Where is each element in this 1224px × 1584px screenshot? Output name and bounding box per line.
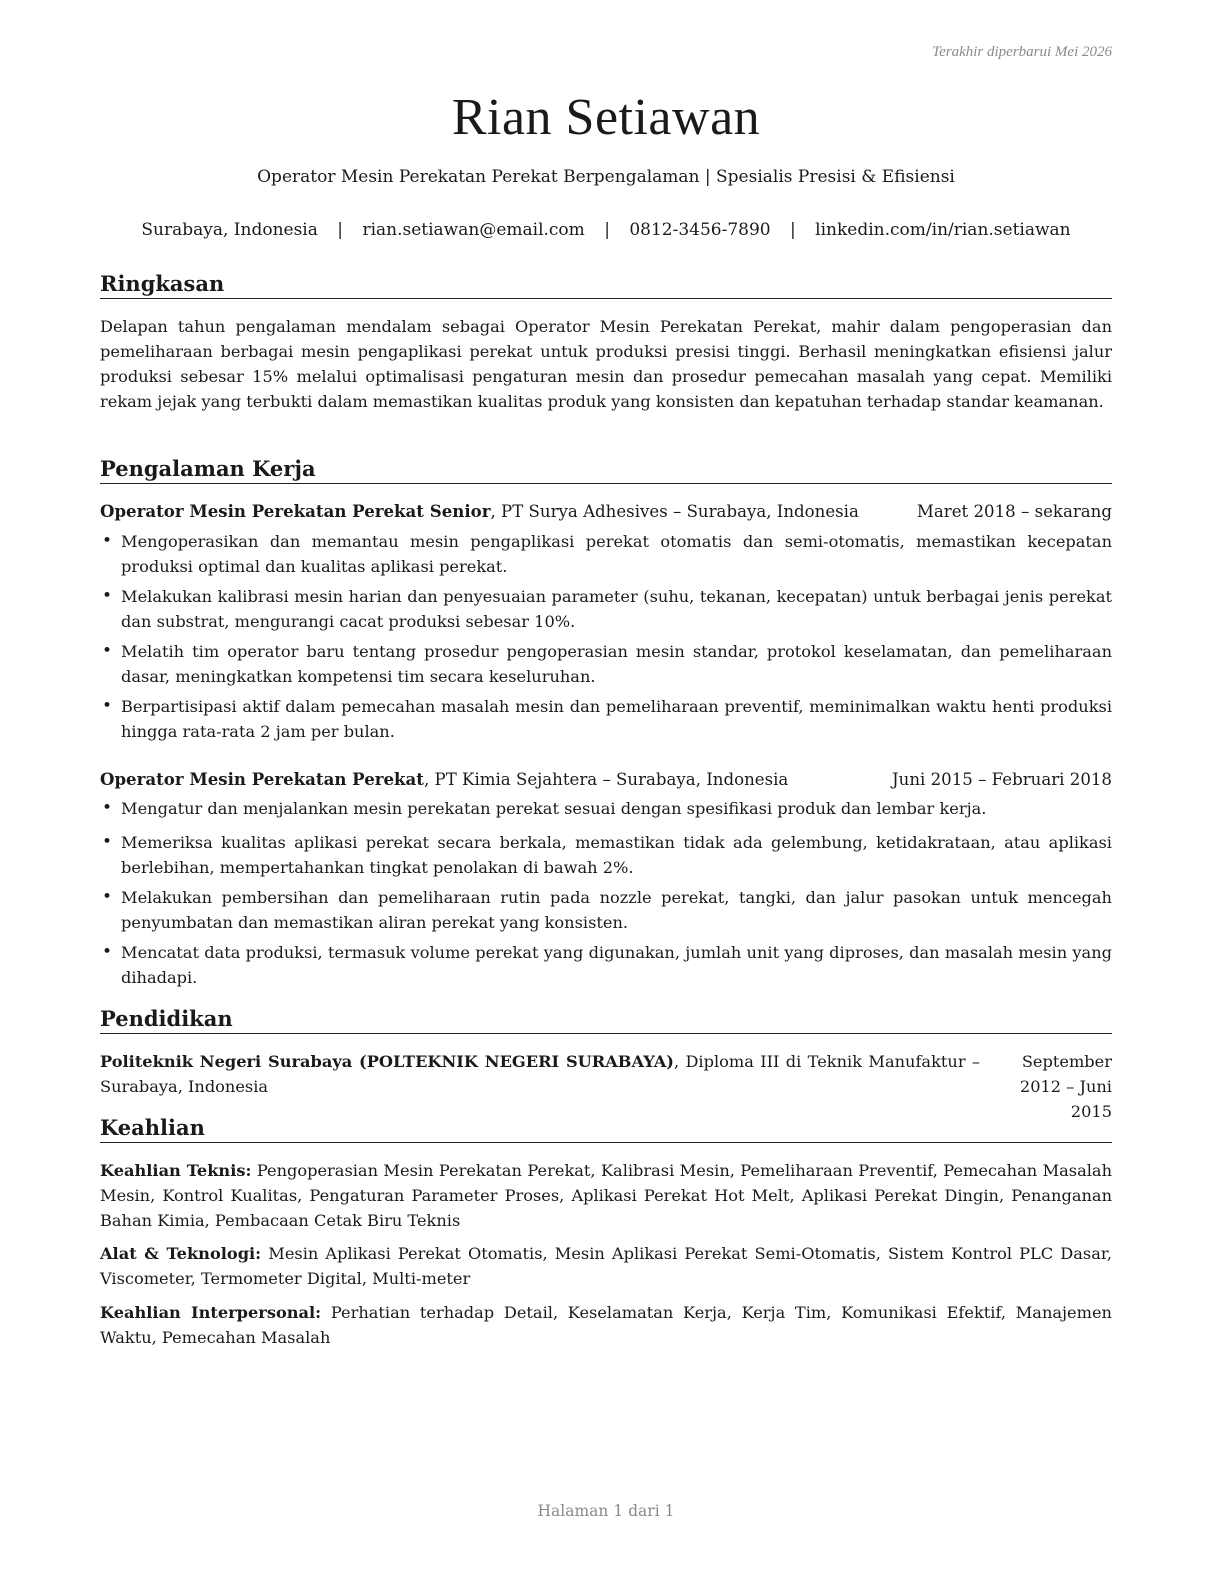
list-item: • Melakukan kalibrasi mesin harian dan penyesuaian parameter (suhu, tekanan, kecepatan) untuk berbagai jenis perekat dan substrat, mengurangi cacat produksi sebesar 10%. bbox=[100, 584, 1112, 634]
job-bullets bbox=[100, 796, 1112, 995]
contact-phone: 0812-3456-7890 bbox=[629, 220, 771, 240]
section-title-summary: Ringkasan bbox=[100, 271, 1112, 299]
job-company: , PT Surya Adhesives – Surabaya, Indonesia bbox=[490, 502, 859, 521]
education-school: Politeknik Negeri Surabaya (POLTEKNIK NEGERI SURABAYA) bbox=[100, 1052, 674, 1071]
tagline: Operator Mesin Perekatan Perekat Berpengalaman | Spesialis Presisi & Efisiensi bbox=[257, 167, 955, 187]
job-company: , PT Kimia Sejahtera – Surabaya, Indonesia bbox=[423, 770, 789, 789]
page-number: Halaman 1 dari 1 bbox=[537, 1502, 675, 1520]
skill-text: Perhatian terhadap Detail, Keselamatan Kerja, Kerja Tim, Komunikasi Efektif, Manajemen Waktu, Pemecahan Masalah bbox=[100, 1303, 1112, 1347]
job-bullets bbox=[100, 529, 1112, 749]
job-role: Operator Mesin Perekatan Perekat bbox=[100, 769, 424, 789]
skill-text: Pengoperasian Mesin Perekatan Perekat, Kalibrasi Mesin, Pemeliharaan Preventif, Pemecahan Masalah Mesin, Kontrol Kualitas, Pengaturan Parameter Proses, Aplikasi Perekat Hot Melt, Aplikasi Perekat Dingin, Penanganan Bahan Kimia, Pembacaan Cetak Biru Teknis bbox=[100, 1161, 1112, 1230]
job-dates: Juni 2015 – Februari 2018 bbox=[892, 770, 1112, 789]
contact-separator: | bbox=[604, 220, 610, 240]
list-item: • Melatih tim operator baru tentang prosedur pengoperasian mesin standar, protokol keselamatan, dan pemeliharaan dasar, meningkatkan kompetensi tim secara keseluruhan. bbox=[100, 639, 1112, 689]
job-dates: Maret 2018 – sekarang bbox=[916, 502, 1112, 521]
section-title-skills: Keahlian bbox=[100, 1115, 1112, 1143]
skill-group bbox=[100, 1241, 1112, 1291]
list-item: • Mencatat data produksi, termasuk volume perekat yang digunakan, jumlah unit yang diproses, dan masalah mesin yang dihadapi. bbox=[100, 940, 1112, 990]
skill-text: Mesin Aplikasi Perekat Otomatis, Mesin Aplikasi Perekat Semi-Otomatis, Sistem Kontrol PLC Dasar, Viscometer, Termometer Digital, Multi-meter bbox=[100, 1244, 1112, 1288]
education-institution bbox=[100, 1049, 980, 1124]
list-item: • Melakukan pembersihan dan pemeliharaan rutin pada nozzle perekat, tangki, dan jalur pasokan untuk mencegah penyumbatan dan memastikan aliran perekat yang konsisten. bbox=[100, 885, 1112, 935]
job-title-line bbox=[100, 767, 788, 792]
contact-separator: | bbox=[790, 220, 796, 240]
education-detail: , Diploma III di Teknik Manufaktur – Surabaya, Indonesia bbox=[100, 1052, 981, 1096]
job-header bbox=[100, 499, 1112, 524]
section-title-education: Pendidikan bbox=[100, 1006, 1112, 1034]
list-item: • Memeriksa kualitas aplikasi perekat secara berkala, memastikan tidak ada gelembung, ketidakrataan, atau aplikasi berlebihan, mempertahankan tingkat penolakan di bawah 2%. bbox=[100, 830, 1112, 880]
contact-separator: | bbox=[337, 220, 344, 240]
skill-label: Alat & Teknologi: bbox=[100, 1244, 262, 1263]
list-item: • Mengatur dan menjalankan mesin perekatan perekat sesuai dengan spesifikasi produk dan lembar kerja. bbox=[100, 796, 1112, 821]
list-item: • Mengoperasikan dan memantau mesin pengaplikasi perekat otomatis dan semi-otomatis, memastikan kecepatan produksi optimal dan kualitas aplikasi perekat. bbox=[100, 529, 1112, 579]
education-dates: September 2012 – Juni 2015 bbox=[1019, 1052, 1112, 1121]
contact-location: Surabaya, Indonesia bbox=[141, 220, 318, 240]
contact-line bbox=[100, 220, 1112, 240]
job-title-line bbox=[100, 499, 859, 524]
skill-label: Keahlian Interpersonal: bbox=[100, 1303, 322, 1322]
job-header bbox=[100, 767, 1112, 792]
contact-email[interactable]: rian.setiawan@email.com bbox=[362, 220, 585, 240]
list-item: • Berpartisipasi aktif dalam pemecahan masalah mesin dan pemeliharaan preventif, meminimalkan waktu henti produksi hingga rata-rata 2 jam per bulan. bbox=[100, 694, 1112, 744]
skill-group bbox=[100, 1300, 1112, 1350]
skill-label: Keahlian Teknis: bbox=[100, 1161, 252, 1180]
last-updated-note: Terakhir diperbarui Mei 2026 bbox=[932, 44, 1112, 60]
skill-group bbox=[100, 1158, 1112, 1233]
education-entry bbox=[100, 1049, 1112, 1124]
contact-linkedin[interactable]: linkedin.com/in/rian.setiawan bbox=[815, 220, 1071, 240]
job-role: Operator Mesin Perekatan Perekat Senior bbox=[100, 501, 491, 521]
section-title-experience: Pengalaman Kerja bbox=[100, 456, 1112, 484]
candidate-name: Rian Setiawan bbox=[451, 89, 761, 146]
summary-text: Delapan tahun pengalaman mendalam sebagai Operator Mesin Perekatan Perekat, mahir dalam pengoperasian dan pemeliharaan berbagai mesin pengaplikasi perekat untuk produksi presisi tinggi. Berhasil meningkatkan efisiensi jalur produksi sebesar 15% melalui optimalisasi pengaturan mesin dan prosedur pemecahan masalah yang cepat. Memiliki rekam jejak yang terbukti dalam memastikan kualitas produk yang konsisten dan kepatuhan terhadap standar keamanan. bbox=[100, 317, 1112, 411]
